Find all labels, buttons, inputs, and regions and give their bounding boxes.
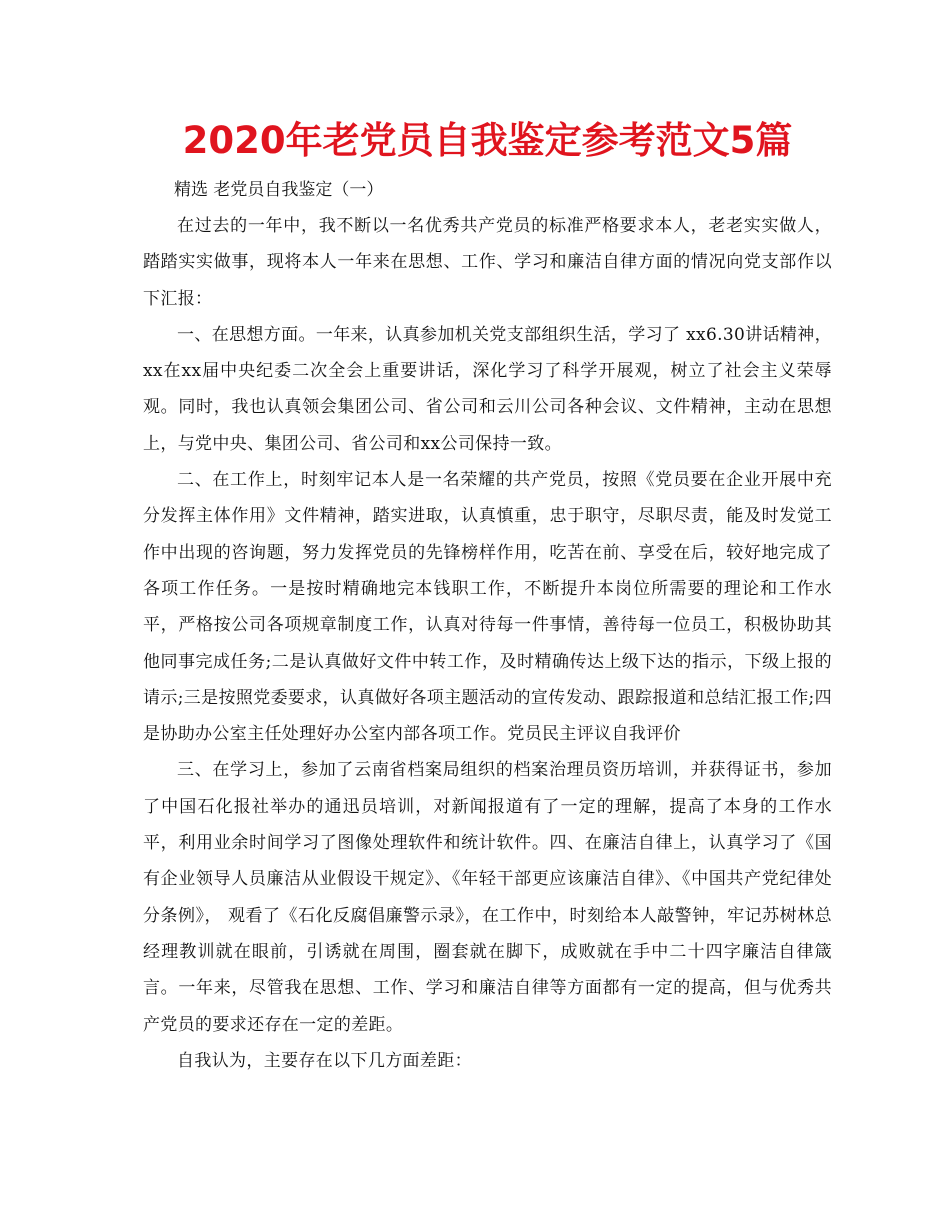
paragraph-intro: 在过去的一年中，我不断以一名优秀共产党员的标准严格要求本人，老老实实做人，踏踏实实做事，现将本人一年来在思想、工作、学习和廉洁自律方面的情况向党支部作以下汇报： — [143, 216, 832, 309]
paragraph-work: 二、在工作上，时刻牢记本人是一名荣耀的共产党员，按照《党员要在企业开展中充分发挥主体作用》文件精神，踏实进取，认真慎重，忠于职守，尽职尽责，能及时发觉工作中出现的咨询题，努力发挥党员的先锋榜样作用，吃苦在前、享受在后，较好地完成了各项工作任务。一是按时精确地完本钱职工作，不断提升本岗位所需要的理论和工作水平，严格按公司各项规章制度工作，认真对待每一件事情，善待每一位员工，积极协助其他同事完成任务;二是认真做好文件中转工作，及时精确传达上级下达的指示，下级上报的请示;三是按照党委要求，认真做好各项主题活动的宣传发动、跟踪报道和总结汇报工作;四是协助办公室主任处理好办公室内部各项工作。党员民主评议自我评价 — [143, 470, 832, 745]
paragraph-study: 三、在学习上，参加了云南省档案局组织的档案治理员资历培训，并获得证书，参加了中国石化报社举办的通迅员培训，对新闻报道有了一定的理解，提高了本身的工作水平，利用业余时间学习了图像处理软件和统计软件。四、在廉洁自律上，认真学习了《国有企业领导人员廉洁从业假设干规定》、《年轻干部更应该廉洁自律》、《中国共产党纪律处分条例》， 观看了《石化反腐倡廉警示录》，在工作中，时刻给本人敲警钟，牢记苏树林总经理教训就在眼前，引诱就在周围，圈套就在脚下，成败就在手中二十四字廉洁自律箴言。一年来，尽管我在思想、工作、学习和廉洁自律等方面都有一定的提高，但与优秀共产党员的要求还存在一定的差距。 — [143, 760, 832, 1035]
paragraph-thought: 一、在思想方面。一年来，认真参加机关党支部组织生活，学习了 xx6.30讲话精神，xx在xx届中央纪委二次全会上重要讲话，深化学习了科学开展观，树立了社会主义荣辱观。同时，我也认真领会集团公司、省公司和云川公司各种会议、文件精神，主动在思想上，与党中央、集团公司、省公司和xx公司保持一致。 — [143, 324, 832, 454]
paragraph-gaps: 自我认为，主要存在以下几方面差距： — [177, 1050, 472, 1071]
document-title: 2020年老党员自我鉴定参考范文5篇 — [182, 119, 793, 162]
document-subtitle: 精选 老党员自我鉴定（一） — [174, 180, 384, 200]
